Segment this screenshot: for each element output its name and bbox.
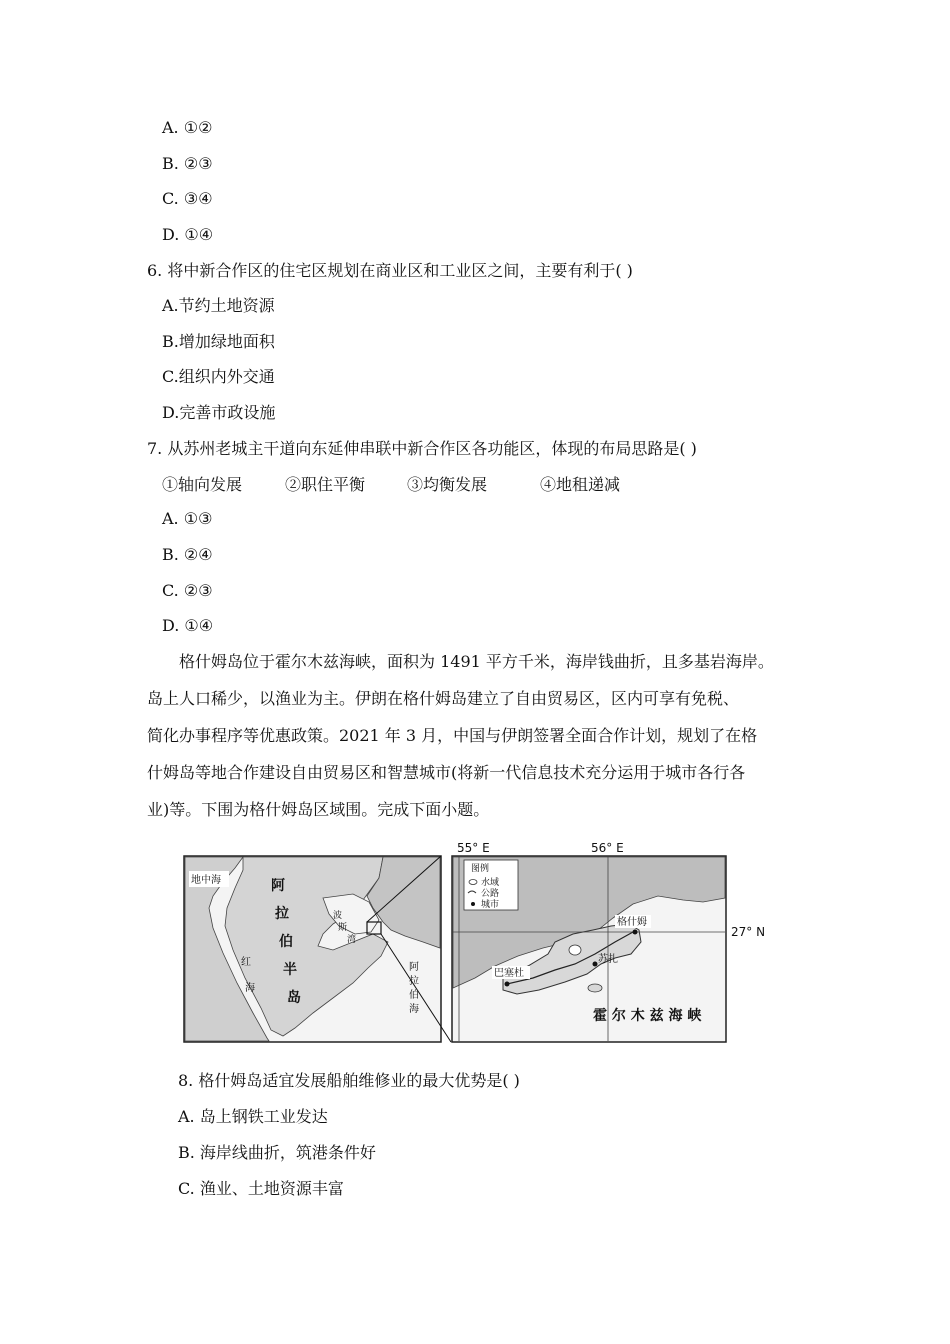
arabian-peninsula-label-2: 拉 [275,906,289,922]
q7-option-a: A. ①③ [162,509,213,528]
red-sea-label-1: 红 [241,957,251,968]
legend-city-label: 城市 [481,900,500,910]
persian-gulf-label-1: 波 [333,911,343,921]
q6-option-a: A.节约土地资源 [162,296,275,315]
arabian-sea-label-4: 海 [409,1004,419,1015]
city-basaidu-dot [505,982,510,987]
city-qeshm-label: 格什姆 [617,917,647,928]
city-qeshm-dot [633,930,638,935]
legend-water-symbol [469,880,477,885]
qeshm-region-map [183,838,766,1044]
q8-option-b: B. 海岸线曲折，筑港条件好 [178,1143,376,1162]
q7-option-b: B. ②④ [162,545,213,564]
passage-line-1: 格什姆岛位于霍尔木兹海峡，面积为 1491 平方千米，海岸钱曲折，且多基岩海岸。 [179,652,774,671]
mediterranean-label: 地中海 [191,875,221,886]
q8-option-c: C. 渔业、土地资源丰富 [178,1179,344,1198]
passage-line-5: 业)等。下围为格什姆岛区域围。完成下面小题。 [147,800,490,819]
arabian-peninsula-label-1: 阿 [271,878,285,894]
q5-option-d: D. ①④ [162,225,214,244]
legend-road-label: 公路 [481,889,500,899]
legend-water-label: 水域 [481,878,500,888]
persian-gulf-label-3: 湾 [347,935,357,945]
passage-line-2: 岛上人口稀少，以渔业为主。伊朗在格什姆岛建立了自由贸易区，区内可享有免税、 [147,689,740,708]
island-water-body [569,945,581,955]
q7-stem: 7. 从苏州老城主干道向东延伸串联中新合作区各功能区，体现的布局思路是( ) [147,439,697,458]
q6-stem: 6. 将中新合作区的住宅区规划在商业区和工业区之间，主要有利于( ) [147,261,633,280]
city-suza-label: 苏扎 [598,954,618,965]
city-basaidu-label: 巴塞杜 [494,968,524,979]
q6-option-c: C.组织内外交通 [162,367,275,386]
small-island [588,984,602,992]
q8-option-a: A. 岛上钢铁工业发达 [178,1107,328,1126]
q5-option-c: C. ③④ [162,189,213,208]
city-suza-dot [593,962,598,967]
hormuz-strait-label: 霍 尔 木 兹 海 峡 [593,1008,702,1024]
arabian-sea-label-1: 阿 [409,962,419,973]
q6-option-b: B.增加绿地面积 [162,332,275,351]
q7-option-d: D. ①④ [162,616,214,635]
red-sea-label-2: 海 [245,983,255,994]
legend-title: 图例 [471,864,490,874]
arabian-peninsula-label-4: 半 [283,962,297,978]
lon-56-label: 56° E [591,841,624,855]
legend-city-symbol [471,902,475,906]
q7-item-2: ②职住平衡 [285,475,366,494]
persian-gulf-label-2: 斯 [338,923,348,933]
passage-line-3: 简化办事程序等优惠政策。2021 年 3 月，中国与伊朗签署全面合作计划，规划了在格 [147,726,758,745]
q6-option-d: D.完善市政设施 [162,403,276,422]
q7-item-4: ④地租递减 [540,475,621,494]
q5-option-b: B. ②③ [162,154,213,173]
lat-27-label: 27° N [731,925,766,939]
q7-option-c: C. ②③ [162,581,213,600]
passage-line-4: 什姆岛等地合作建设自由贸易区和智慧城市(将新一代信息技术充分运用于城市各行各 [147,763,746,782]
arabian-peninsula-label-5: 岛 [287,990,301,1006]
lon-55-label: 55° E [457,841,490,855]
q5-option-a: A. ①② [162,118,213,137]
q8-stem: 8. 格什姆岛适宜发展船舶维修业的最大优势是( ) [178,1071,520,1090]
arabian-sea-label-2: 拉 [409,976,419,987]
q7-item-3: ③均衡发展 [407,475,488,494]
q7-item-1: ①轴向发展 [162,475,243,494]
arabian-sea-label-3: 伯 [409,990,419,1001]
arabian-peninsula-label-3: 伯 [279,934,293,950]
